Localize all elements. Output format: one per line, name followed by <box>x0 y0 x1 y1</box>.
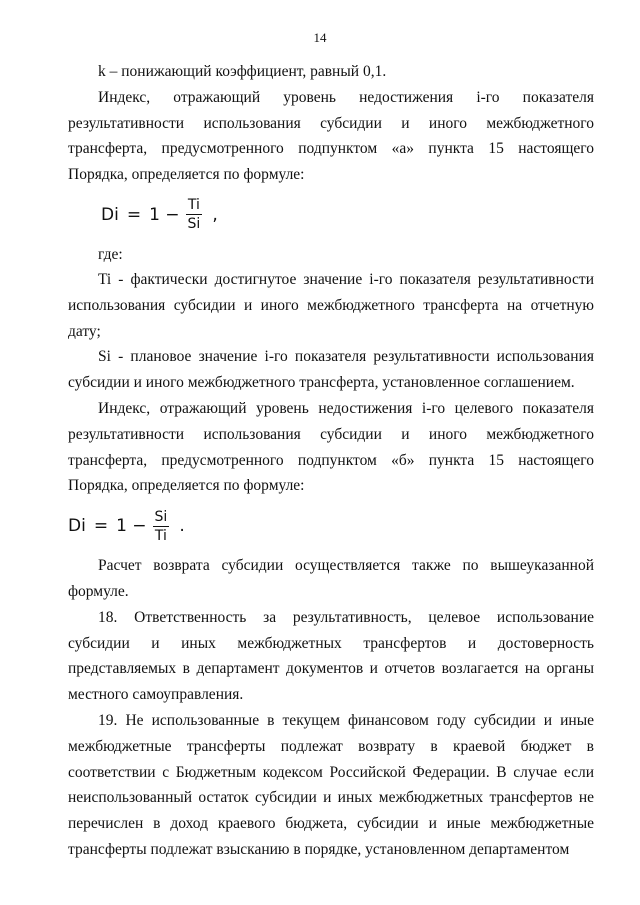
paragraph-18: 18. Ответственность за результативность, целевое использование субсидии и иных межбюджетных трансфертов и достоверность представляемых в департамент документов и отчетов возлагается на органы местного самоуправления. <box>68 608 594 704</box>
paragraph-index-1: Индекс, отражающий уровень недостижения i-го показателя результативности использования субсидии и иного межбюджетного трансферта, предусмотренного подпунктом «а» пункта 15 настоящего Порядка, определяется по формуле: <box>68 88 594 184</box>
formula-2-denominator: Ti <box>154 527 167 544</box>
paragraph-19: 19. Не использованные в текущем финансовом году субсидии и иные межбюджетные трансферты подлежат возврату в краевой бюджет в соответствии с Бюджетным кодексом Российской Федерации. В случае если неиспользованный остаток субсидии и иных межбюджетных трансфертов не перечислен в доход краевого бюджета, субсидии и иные межбюджетные трансферты подлежат взысканию в порядке, установленном департаментом <box>68 711 594 858</box>
where-label: где: <box>98 245 123 263</box>
formula-2-punct: . <box>179 516 185 537</box>
formula-2 <box>68 499 594 553</box>
paragraph-calculation: Расчет возврата субсидии осуществляется также по вышеуказанной формуле. <box>68 557 594 600</box>
document-body <box>68 59 594 863</box>
formula-1-punct: , <box>212 204 218 225</box>
page-number: 14 <box>313 30 327 45</box>
formula-1-lhs: Di <box>101 204 119 225</box>
paragraph-index-2: Индекс, отражающий уровень недостижения i-го целевого показателя результативности использования субсидии и иного межбюджетного трансферта, предусмотренного подпунктом «б» пункта 15 настоящего Порядка, определяется по формуле: <box>68 399 594 495</box>
formula-1-one-minus: 1 − <box>149 204 180 225</box>
formula-2-numerator: Si <box>154 508 168 525</box>
formula-2-one-minus: 1 − <box>116 516 147 537</box>
formula-2-equals: = <box>93 516 109 537</box>
formula-1-denominator: Si <box>187 216 201 233</box>
paragraph-ti-definition: Ti - фактически достигнутое значение i-го показателя результативности использования субсидии и иного межбюджетного трансферта на отчетную дату; <box>68 270 594 340</box>
formula-1-numerator: Ti <box>187 197 200 214</box>
formula-1-fraction <box>186 196 203 233</box>
paragraph-k-definition: k – понижающий коэффициент, равный 0,1. <box>98 63 387 80</box>
formula-1 <box>101 188 594 242</box>
formula-1-equals: = <box>126 204 142 225</box>
formula-2-lhs: Di <box>68 516 86 537</box>
formula-2-fraction <box>153 508 170 545</box>
paragraph-si-definition: Si - плановое значение i-го показателя результативности использования субсидии и иного межбюджетного трансферта, установленное соглашением. <box>68 348 594 392</box>
